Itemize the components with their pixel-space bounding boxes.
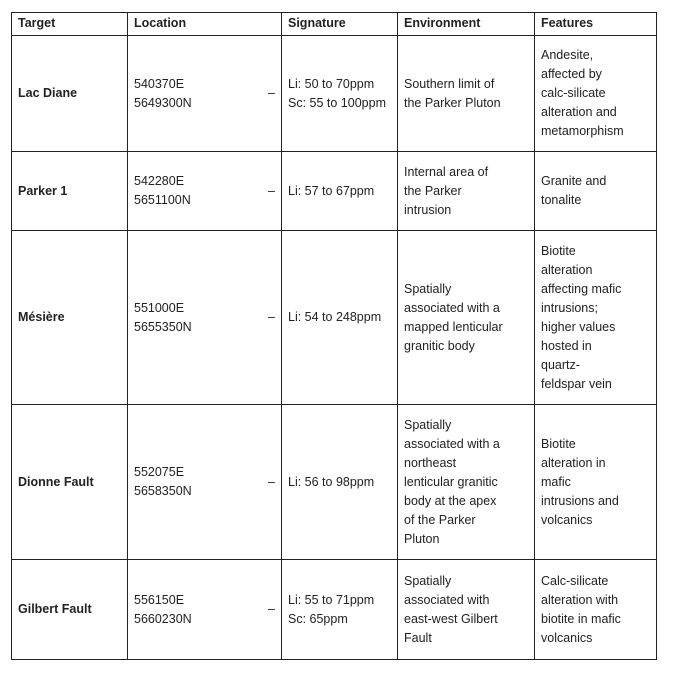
target-cell: Parker 1 [12,152,128,231]
features-line: alteration [541,262,593,277]
features-line: Biotite [541,436,576,451]
location-dash: – [268,602,275,616]
easting-value: 551000E [134,300,185,315]
environment-line: east-west Gilbert [404,611,498,626]
signature-line: Sc: 65ppm [288,611,348,626]
features-line: affecting mafic [541,281,622,296]
features-line: biotite in mafic [541,611,621,626]
signature-cell [282,405,398,560]
header-features: Features [535,13,657,36]
features-line: alteration in [541,455,606,470]
header-environment: Environment [398,13,535,36]
features-line: Biotite [541,243,576,258]
header-location: Location [128,13,282,36]
signature-line: Li: 55 to 71ppm [288,592,375,607]
signature-cell [282,560,398,660]
features-line: tonalite [541,193,582,207]
features-line: calc-silicate [541,86,606,100]
location-cell [128,36,282,152]
environment-line: associated with a [404,436,500,451]
environment-line: associated with [404,592,490,607]
features-cell [535,231,657,405]
features-cell [535,405,657,560]
target-cell: Dionne Fault [12,405,128,560]
features-line: volcanics [541,512,593,527]
location-dash: – [268,474,275,489]
northing-value: 5649300N [134,95,192,110]
easting-value: 542280E [134,174,185,188]
environment-line: body at the apex [404,493,497,508]
signature-line: Sc: 55 to 100ppm [288,95,386,110]
environment-line: Spatially [404,281,452,296]
easting-value: 552075E [134,465,185,479]
environment-line: the Parker [404,183,462,198]
northing-value: 5658350N [134,484,192,498]
target-cell: Mésière [12,231,128,405]
northing-value: 5655350N [134,319,192,334]
environment-line: mapped lenticular [404,319,503,334]
signature-line: Li: 56 to 98ppm [288,474,375,489]
features-line: higher values [541,319,616,334]
features-line: volcanics [541,630,593,645]
table-row [12,152,657,231]
features-line: alteration with [541,592,619,607]
environment-cell [398,152,535,231]
location-cell [128,152,282,231]
environment-line: Southern limit of [404,76,495,91]
features-line: affected by [541,67,602,81]
features-cell [535,152,657,231]
target-cell: Gilbert Fault [12,560,128,660]
signature-line: Li: 57 to 67ppm [288,183,375,198]
environment-cell [398,36,535,152]
features-line: intrusions; [541,300,598,315]
environment-line: Fault [404,630,432,645]
features-line: Calc-silicate [541,573,609,588]
features-line: Andesite, [541,48,594,62]
environment-line: Pluton [404,531,440,546]
environment-line: Spatially [404,573,452,588]
target-cell: Lac Diane [12,36,128,152]
environment-line: Internal area of [404,164,489,179]
targets-table [11,12,657,660]
header-target: Target [12,13,128,36]
location-cell [128,231,282,405]
location-cell [128,405,282,560]
environment-line: associated with a [404,300,500,315]
northing-value: 5660230N [134,611,192,626]
features-line: intrusions and [541,493,619,508]
signature-cell [282,36,398,152]
features-line: quartz- [541,357,580,372]
environment-line: intrusion [404,202,452,217]
features-line: metamorphism [541,124,624,138]
environment-line: granitic body [404,338,475,353]
features-line: hosted in [541,338,592,353]
features-cell [535,36,657,152]
location-dash: – [268,183,275,198]
environment-line: of the Parker [404,512,476,527]
table-row [12,231,657,405]
features-cell [535,560,657,660]
environment-line: the Parker Pluton [404,95,501,110]
table-row [12,560,657,660]
easting-value: 556150E [134,592,185,607]
environment-cell [398,405,535,560]
features-line: Granite and [541,174,607,188]
signature-cell [282,152,398,231]
environment-line: Spatially [404,417,452,432]
features-line: alteration and [541,105,617,119]
location-dash: – [268,310,275,324]
environment-line: lenticular granitic [404,474,498,489]
table-row [12,405,657,560]
environment-line: northeast [404,455,457,470]
environment-cell [398,231,535,405]
features-line: feldspar vein [541,376,612,391]
features-line: mafic [541,474,571,489]
easting-value: 540370E [134,76,185,91]
environment-cell [398,560,535,660]
table-row [12,36,657,152]
northing-value: 5651100N [134,193,191,207]
signature-line: Li: 54 to 248ppm [288,310,382,324]
header-row [12,13,657,36]
location-cell [128,560,282,660]
header-signature: Signature [282,13,398,36]
signature-cell [282,231,398,405]
signature-line: Li: 50 to 70ppm [288,76,375,91]
location-dash: – [268,86,275,100]
